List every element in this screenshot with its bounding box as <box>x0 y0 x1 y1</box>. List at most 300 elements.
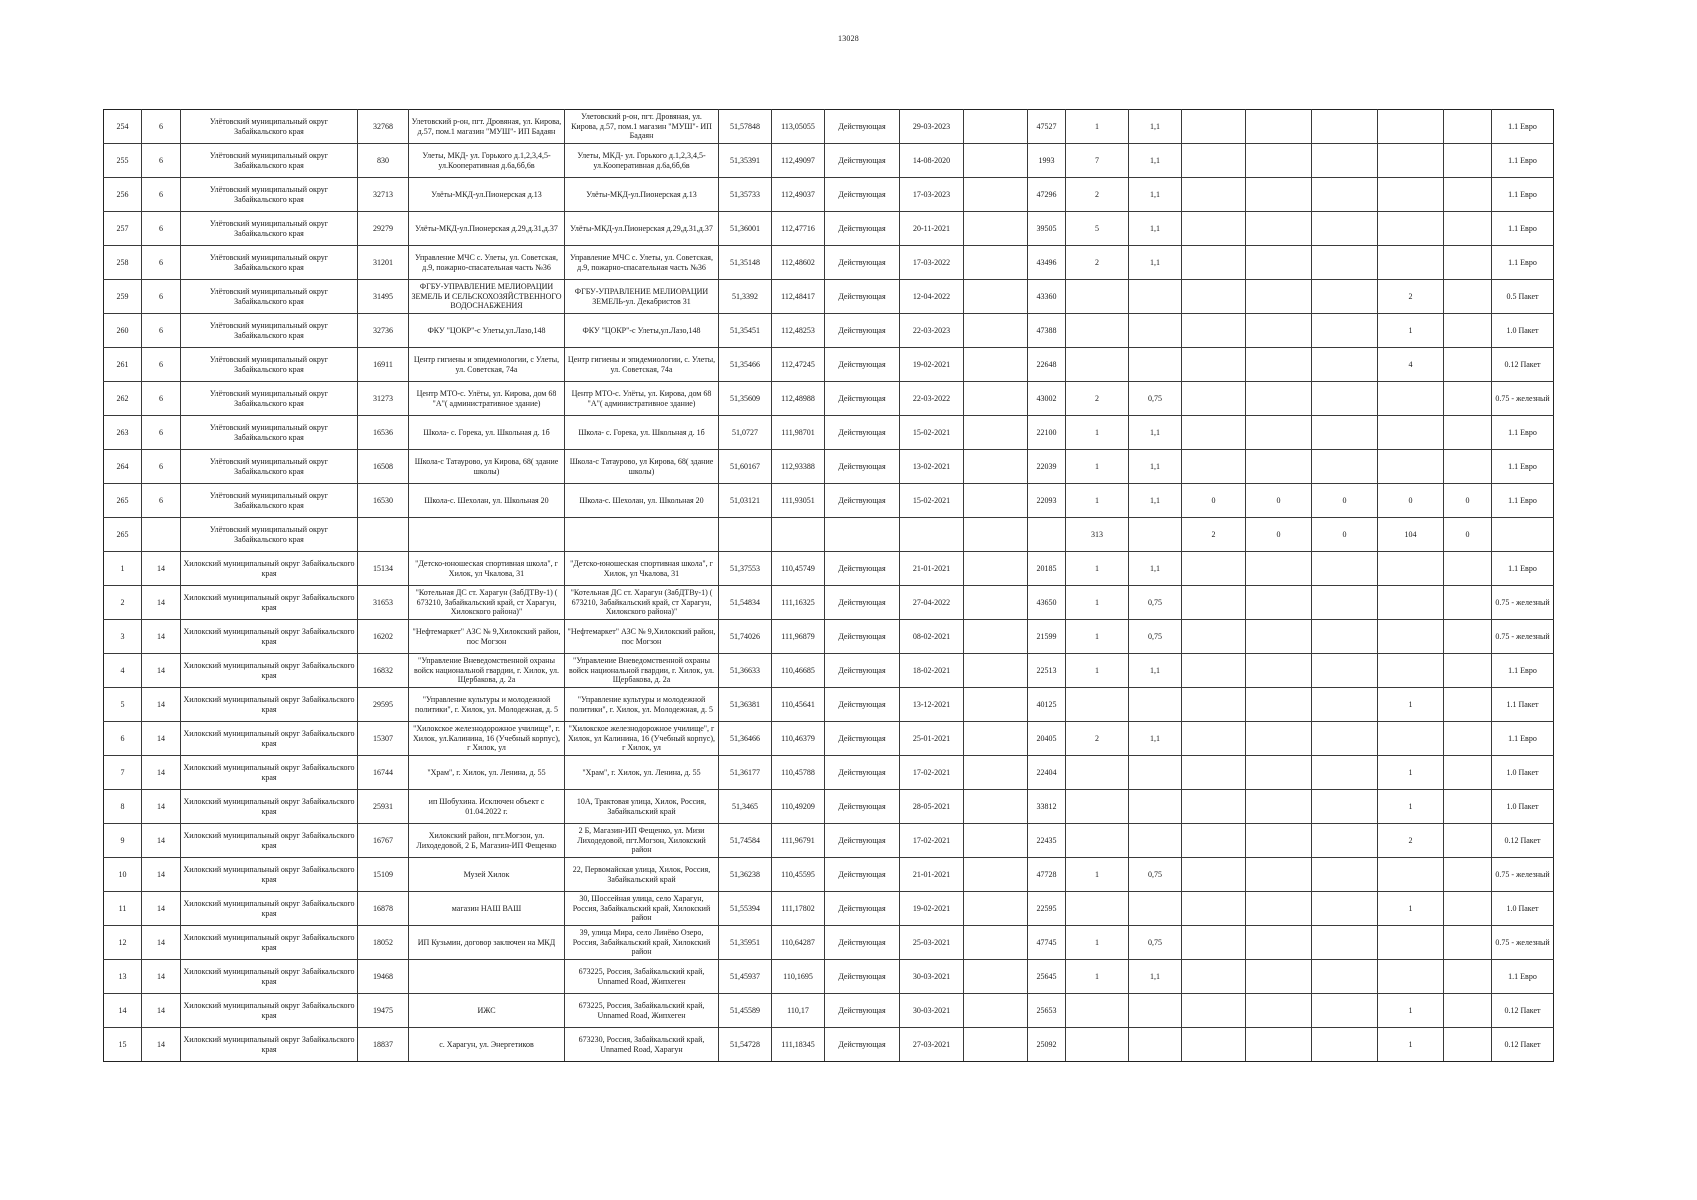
bag-count-text: 2 <box>1408 291 1413 301</box>
bag-count-cell <box>1378 518 1444 552</box>
site-address-cell <box>409 892 565 926</box>
container-volume-cell <box>1129 416 1182 450</box>
site-address-cell <box>409 450 565 484</box>
container-type-cell <box>1492 246 1554 280</box>
table-row <box>104 382 1554 416</box>
container-volume-cell <box>1129 246 1182 280</box>
bag-count-cell <box>1378 552 1444 586</box>
container-count-cell <box>1066 654 1129 688</box>
row-number-cell <box>104 892 142 926</box>
table-row <box>104 1028 1554 1062</box>
count-column-b-cell <box>1246 314 1312 348</box>
site-address-cell <box>409 994 565 1028</box>
municipality-cell <box>181 246 358 280</box>
longitude-cell <box>772 858 825 892</box>
count-column-d-cell <box>1444 960 1492 994</box>
site-id-cell <box>358 178 409 212</box>
row-number-cell <box>104 280 142 314</box>
table-row <box>104 654 1554 688</box>
site-id-cell <box>358 484 409 518</box>
district-code-text: 6 <box>159 223 163 233</box>
longitude-cell <box>772 178 825 212</box>
count-column-b-cell <box>1246 518 1312 552</box>
municipality-cell <box>181 212 358 246</box>
date-cell <box>900 518 964 552</box>
bag-count-text: 1 <box>1408 801 1413 811</box>
count-column-c-cell <box>1312 858 1378 892</box>
status-cell <box>825 926 900 960</box>
site-address-text: ИП Кузьмин, договор заключен на МКД <box>417 937 556 947</box>
site-address-text: "Нефтемаркет" АЗС № 9,Хилокский район, пос Могзон <box>412 627 561 646</box>
count-column-a-cell <box>1182 960 1246 994</box>
municipality-cell <box>181 858 358 892</box>
table-row <box>104 926 1554 960</box>
status-text: Действующая <box>838 733 886 743</box>
blank-column-cell <box>964 756 1028 790</box>
municipality-cell <box>181 994 358 1028</box>
container-type-text: 1.0 Пакет <box>1506 801 1539 811</box>
date-text: 14-08-2020 <box>912 155 951 165</box>
longitude-text: 112,49037 <box>781 189 815 199</box>
container-volume-cell <box>1129 994 1182 1028</box>
district-code-cell <box>142 518 181 552</box>
status-cell <box>825 654 900 688</box>
blank-column-cell <box>964 416 1028 450</box>
longitude-cell <box>772 484 825 518</box>
site-address-alt-text: ФКУ "ЦОКР"-с Улеты,ул.Лазо,148 <box>582 325 701 335</box>
registry-number-text: 22100 <box>1036 427 1057 437</box>
blank-column-cell <box>964 722 1028 756</box>
date-cell <box>900 314 964 348</box>
district-code-cell <box>142 348 181 382</box>
status-text: Действующая <box>838 223 886 233</box>
site-id-text: 31201 <box>373 257 393 267</box>
table-row <box>104 280 1554 314</box>
row-number-text: 257 <box>116 223 129 233</box>
container-type-cell <box>1492 348 1554 382</box>
municipality-cell <box>181 722 358 756</box>
blank-column-cell <box>964 246 1028 280</box>
bag-count-cell <box>1378 994 1444 1028</box>
registry-number-cell <box>1028 756 1066 790</box>
site-address-cell <box>409 178 565 212</box>
registry-number-text: 20405 <box>1036 733 1057 743</box>
container-count-text: 1 <box>1095 563 1099 573</box>
container-type-cell <box>1492 416 1554 450</box>
longitude-cell <box>772 790 825 824</box>
date-text: 19-02-2021 <box>912 359 951 369</box>
site-id-cell <box>358 552 409 586</box>
container-type-text: 1.1 Евро <box>1508 189 1537 199</box>
count-column-d-cell <box>1444 280 1492 314</box>
date-cell <box>900 688 964 722</box>
container-type-text: 1.1 Евро <box>1508 121 1537 131</box>
site-address-alt-text: 30, Шоссейная улица, село Харагун, Россия, Забайкальский край, Хилокский район <box>572 894 711 923</box>
container-count-cell <box>1066 824 1129 858</box>
latitude-text: 51,37553 <box>730 563 760 573</box>
site-id-text: 31653 <box>373 597 393 607</box>
container-type-text: 1.1 Евро <box>1508 495 1537 505</box>
site-address-text: Школа- с. Горека, ул. Школьная д. 1б <box>423 427 550 437</box>
registry-number-text: 22435 <box>1036 835 1057 845</box>
longitude-text: 110,45788 <box>781 767 815 777</box>
latitude-cell <box>719 688 772 722</box>
longitude-cell <box>772 756 825 790</box>
registry-number-text: 33812 <box>1036 801 1057 811</box>
container-volume-cell <box>1129 110 1182 144</box>
site-address-text: "Храм", г. Хилок, ул. Ленина, д. 55 <box>427 767 546 777</box>
status-text: Действующая <box>838 597 886 607</box>
site-address-alt-text: "Детско-юношеская спортивная школа", г Хилок, ул Чкалова, 31 <box>570 559 713 578</box>
latitude-cell <box>719 110 772 144</box>
row-number-text: 265 <box>116 495 129 505</box>
container-type-cell <box>1492 994 1554 1028</box>
container-count-cell <box>1066 892 1129 926</box>
count-column-c-cell <box>1312 314 1378 348</box>
site-address-alt-cell <box>565 416 719 450</box>
latitude-text: 51,35733 <box>730 189 760 199</box>
registry-number-text: 25645 <box>1036 971 1057 981</box>
status-cell <box>825 280 900 314</box>
count-column-d-cell <box>1444 586 1492 620</box>
status-text: Действующая <box>838 835 886 845</box>
latitude-cell <box>719 1028 772 1062</box>
district-code-text: 6 <box>159 291 163 301</box>
date-cell <box>900 552 964 586</box>
blank-column-cell <box>964 144 1028 178</box>
count-column-a-cell <box>1182 926 1246 960</box>
count-column-c-cell <box>1312 824 1378 858</box>
count-column-d-cell <box>1444 790 1492 824</box>
municipality-text: Улётовский муниципальный округ Забайкальского края <box>209 389 329 408</box>
date-text: 17-02-2021 <box>912 835 951 845</box>
row-number-cell <box>104 382 142 416</box>
date-text: 15-02-2021 <box>912 495 951 505</box>
table-row <box>104 994 1554 1028</box>
latitude-text: 51,57848 <box>730 121 760 131</box>
registry-number-text: 47388 <box>1036 325 1057 335</box>
count-column-b-cell <box>1246 416 1312 450</box>
site-id-cell <box>358 994 409 1028</box>
site-id-text: 16878 <box>373 903 393 913</box>
site-address-cell <box>409 110 565 144</box>
count-column-b-text: 0 <box>1276 529 1281 539</box>
registry-number-cell <box>1028 484 1066 518</box>
date-text: 22-03-2023 <box>912 325 951 335</box>
site-address-alt-text: Управление МЧС с. Улеты, ул. Советская, д.9, пожарно-спасательная часть №36 <box>570 253 713 272</box>
site-address-alt-text: ФГБУ-УПРАВЛЕНИЕ МЕЛИОРАЦИИ ЗЕМЕЛЬ-ул. Декабристов 31 <box>574 287 709 306</box>
longitude-cell <box>772 450 825 484</box>
longitude-text: 111,17802 <box>781 903 815 913</box>
blank-column-cell <box>964 348 1028 382</box>
row-number-cell <box>104 722 142 756</box>
blank-column-cell <box>964 858 1028 892</box>
status-cell <box>825 178 900 212</box>
table-body <box>104 110 1554 1062</box>
site-address-alt-text: "Нефтемаркет" АЗС № 9,Хилокский район, пос Могзон <box>567 627 716 646</box>
latitude-cell <box>719 348 772 382</box>
status-cell <box>825 722 900 756</box>
container-type-text: 1.1 Пакет <box>1506 699 1539 709</box>
count-column-a-cell <box>1182 586 1246 620</box>
district-code-cell <box>142 212 181 246</box>
container-volume-cell <box>1129 280 1182 314</box>
registry-number-cell <box>1028 688 1066 722</box>
blank-column-cell <box>964 382 1028 416</box>
row-number-cell <box>104 552 142 586</box>
container-type-cell <box>1492 688 1554 722</box>
row-number-text: 10 <box>118 869 127 879</box>
bag-count-cell <box>1378 654 1444 688</box>
date-text: 17-03-2022 <box>912 257 951 267</box>
longitude-cell <box>772 416 825 450</box>
table-row <box>104 620 1554 654</box>
count-column-d-cell <box>1444 926 1492 960</box>
municipality-cell <box>181 450 358 484</box>
count-column-b-cell <box>1246 280 1312 314</box>
row-number-text: 265 <box>116 529 129 539</box>
status-cell <box>825 416 900 450</box>
site-address-alt-cell <box>565 722 719 756</box>
blank-column-cell <box>964 484 1028 518</box>
longitude-text: 110,45595 <box>781 869 815 879</box>
latitude-cell <box>719 858 772 892</box>
latitude-cell <box>719 280 772 314</box>
site-id-cell <box>358 144 409 178</box>
container-count-cell <box>1066 212 1129 246</box>
site-id-text: 16508 <box>373 461 393 471</box>
longitude-cell <box>772 144 825 178</box>
municipality-text: Хилокский муниципальный округ Забайкальского края <box>183 593 355 612</box>
status-text: Действующая <box>838 631 886 641</box>
latitude-text: 51,60167 <box>730 461 760 471</box>
municipality-text: Хилокский муниципальный округ Забайкальского края <box>183 967 355 986</box>
status-cell <box>825 450 900 484</box>
latitude-text: 51,55394 <box>730 903 760 913</box>
count-column-b-cell <box>1246 926 1312 960</box>
blank-column-cell <box>964 552 1028 586</box>
count-column-c-text: 0 <box>1342 529 1347 539</box>
registry-number-cell <box>1028 1028 1066 1062</box>
row-number-text: 264 <box>116 461 129 471</box>
site-address-text: "Хилокское железнодорожное училище", г. Хилок, ул.Калинина, 16 (Учебный корпус), г Хилок, ул <box>413 724 560 753</box>
district-code-text: 14 <box>157 631 165 641</box>
date-text: 30-03-2021 <box>912 1005 951 1015</box>
longitude-cell <box>772 824 825 858</box>
count-column-b-cell <box>1246 1028 1312 1062</box>
status-text: Действующая <box>838 665 886 675</box>
row-number-cell <box>104 484 142 518</box>
row-number-cell <box>104 586 142 620</box>
longitude-cell <box>772 1028 825 1062</box>
site-address-cell <box>409 518 565 552</box>
container-count-text: 1 <box>1095 937 1099 947</box>
site-address-alt-cell <box>565 586 719 620</box>
site-address-alt-cell <box>565 960 719 994</box>
blank-column-cell <box>964 314 1028 348</box>
municipality-text: Хилокский муниципальный округ Забайкальского края <box>183 797 355 816</box>
container-count-cell <box>1066 246 1129 280</box>
row-number-text: 258 <box>116 257 129 267</box>
bag-count-text: 0 <box>1408 495 1413 505</box>
site-address-cell <box>409 926 565 960</box>
latitude-cell <box>719 824 772 858</box>
district-code-cell <box>142 144 181 178</box>
longitude-cell <box>772 586 825 620</box>
district-code-text: 6 <box>159 461 163 471</box>
latitude-text: 51,54834 <box>730 597 760 607</box>
container-volume-cell <box>1129 484 1182 518</box>
count-column-a-cell <box>1182 450 1246 484</box>
site-address-cell <box>409 552 565 586</box>
row-number-cell <box>104 246 142 280</box>
site-address-text: Хилокский район, пгт.Могзон, ул. Лиходедовой, 2 Б, Магазин-ИП Фещенко <box>416 831 557 850</box>
date-text: 29-03-2023 <box>912 121 951 131</box>
registry-number-text: 22648 <box>1036 359 1057 369</box>
count-column-c-cell <box>1312 688 1378 722</box>
table-row <box>104 552 1554 586</box>
longitude-text: 111,96879 <box>781 631 815 641</box>
site-id-cell <box>358 314 409 348</box>
site-address-alt-text: Центр гигиены и эпидемиологии, с. Улеты, ул. Советская, 74а <box>567 355 716 374</box>
container-type-cell <box>1492 790 1554 824</box>
longitude-text: 111,96791 <box>781 835 815 845</box>
row-number-cell <box>104 824 142 858</box>
registry-number-text: 22595 <box>1036 903 1057 913</box>
row-number-text: 260 <box>116 325 129 335</box>
registry-number-text: 22404 <box>1036 767 1057 777</box>
count-column-c-cell <box>1312 926 1378 960</box>
container-type-text: 1.0 Пакет <box>1506 903 1539 913</box>
count-column-b-cell <box>1246 246 1312 280</box>
status-text: Действующая <box>838 937 886 947</box>
container-volume-text: 0,75 <box>1148 393 1162 403</box>
date-text: 25-01-2021 <box>912 733 951 743</box>
site-address-cell <box>409 586 565 620</box>
blank-column-cell <box>964 688 1028 722</box>
container-volume-cell <box>1129 348 1182 382</box>
container-type-cell <box>1492 654 1554 688</box>
container-count-cell <box>1066 450 1129 484</box>
container-volume-cell <box>1129 926 1182 960</box>
count-column-a-cell <box>1182 246 1246 280</box>
site-address-cell <box>409 382 565 416</box>
count-column-c-cell <box>1312 518 1378 552</box>
site-address-cell <box>409 1028 565 1062</box>
table-row <box>104 586 1554 620</box>
bag-count-cell <box>1378 450 1444 484</box>
container-type-cell <box>1492 960 1554 994</box>
status-text: Действующая <box>838 563 886 573</box>
longitude-cell <box>772 280 825 314</box>
bag-count-cell <box>1378 280 1444 314</box>
district-code-text: 14 <box>157 699 165 709</box>
date-text: 13-12-2021 <box>912 699 951 709</box>
blank-column-cell <box>964 586 1028 620</box>
latitude-text: 51,35466 <box>730 359 760 369</box>
site-address-cell <box>409 416 565 450</box>
container-count-text: 2 <box>1095 733 1099 743</box>
date-text: 19-02-2021 <box>912 903 951 913</box>
registry-number-cell <box>1028 246 1066 280</box>
container-volume-text: 1,1 <box>1150 563 1160 573</box>
container-volume-text: 1,1 <box>1150 665 1160 675</box>
site-id-cell <box>358 858 409 892</box>
latitude-cell <box>719 960 772 994</box>
waste-sites-table <box>103 109 1554 1062</box>
latitude-text: 51,35148 <box>730 257 760 267</box>
municipality-text: Хилокский муниципальный округ Забайкальского края <box>183 831 355 850</box>
longitude-cell <box>772 552 825 586</box>
table-row <box>104 212 1554 246</box>
container-volume-cell <box>1129 314 1182 348</box>
latitude-text: 51,35391 <box>730 155 760 165</box>
date-cell <box>900 824 964 858</box>
table-row <box>104 688 1554 722</box>
bag-count-cell <box>1378 858 1444 892</box>
bag-count-cell <box>1378 382 1444 416</box>
container-count-cell <box>1066 416 1129 450</box>
container-type-text: 0.75 - железный <box>1495 937 1550 947</box>
row-number-text: 4 <box>120 665 125 675</box>
count-column-b-cell <box>1246 722 1312 756</box>
registry-number-cell <box>1028 620 1066 654</box>
municipality-cell <box>181 654 358 688</box>
district-code-cell <box>142 552 181 586</box>
registry-number-cell <box>1028 892 1066 926</box>
district-code-cell <box>142 654 181 688</box>
count-column-c-cell <box>1312 178 1378 212</box>
row-number-text: 11 <box>118 903 127 913</box>
container-volume-text: 1,1 <box>1150 427 1160 437</box>
row-number-cell <box>104 858 142 892</box>
date-cell <box>900 926 964 960</box>
date-text: 28-05-2021 <box>912 801 951 811</box>
longitude-text: 110,45641 <box>781 699 815 709</box>
count-column-b-cell <box>1246 960 1312 994</box>
site-id-text: 18052 <box>373 937 393 947</box>
count-column-d-cell <box>1444 314 1492 348</box>
latitude-text: 51,3465 <box>732 801 758 811</box>
row-number-cell <box>104 212 142 246</box>
bag-count-text: 1 <box>1408 903 1413 913</box>
longitude-text: 113,05055 <box>781 121 815 131</box>
count-column-a-text: 2 <box>1211 529 1216 539</box>
container-volume-cell <box>1129 178 1182 212</box>
status-text: Действующая <box>838 699 886 709</box>
latitude-text: 51,36381 <box>730 699 760 709</box>
row-number-text: 262 <box>116 393 129 403</box>
blank-column-cell <box>964 110 1028 144</box>
count-column-a-cell <box>1182 892 1246 926</box>
date-cell <box>900 212 964 246</box>
latitude-cell <box>719 178 772 212</box>
count-column-c-cell <box>1312 144 1378 178</box>
longitude-text: 112,48253 <box>781 325 815 335</box>
date-cell <box>900 620 964 654</box>
site-id-text: 29595 <box>373 699 393 709</box>
container-volume-text: 0,75 <box>1148 937 1162 947</box>
site-address-alt-cell <box>565 518 719 552</box>
longitude-cell <box>772 110 825 144</box>
date-cell <box>900 756 964 790</box>
row-number-text: 12 <box>118 937 127 947</box>
site-address-cell <box>409 790 565 824</box>
bag-count-cell <box>1378 1028 1444 1062</box>
municipality-text: Улётовский муниципальный округ Забайкальского края <box>209 151 329 170</box>
latitude-text: 51,36001 <box>730 223 760 233</box>
site-address-alt-text: Центр МТО-с. Улёты, ул. Кирова, дом 68 "А"( административное здание) <box>571 389 712 408</box>
